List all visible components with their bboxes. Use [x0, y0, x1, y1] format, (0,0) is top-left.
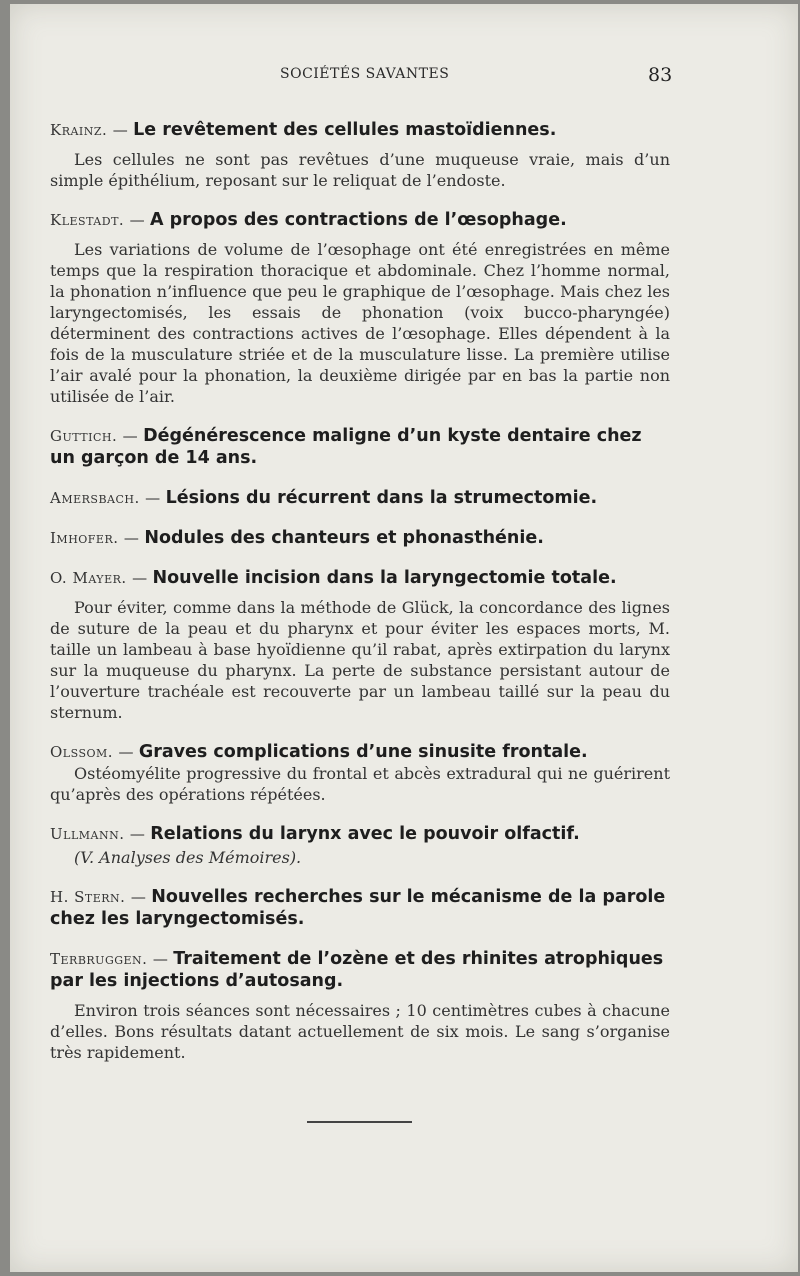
entry-body: Les variations de volume de l’œsophage ont été enregistrées en même temps que la respiration thoracique et abdominale. Chez l’homme normal, la phonation n’influence que peu le graphique de l’œsophage. Mais chez les laryngectomisés, les essais de phonation (voix bucco-pharyngée) déterminent des contractions actives de l’œsophage. Elles dépendent à la fois de la musculature striée et de la musculature lisse. La première utilise l’air avalé pour la phonation, la deuxième dirigée par en bas la partie non utilisée de l’air.	[50, 240, 670, 406]
entry-heading	[50, 425, 670, 469]
entry-author: Klestadt.	[50, 211, 125, 229]
entry-author: Krainz.	[50, 121, 108, 139]
entry-heading	[50, 119, 670, 141]
entry-dash: —	[145, 489, 161, 507]
running-title: SOCIÉTÉS SAVANTES	[280, 66, 450, 82]
entry-heading	[50, 886, 670, 930]
entry-author: O. Mayer.	[50, 569, 127, 587]
entry-title: Dégénérescence maligne d’un kyste dentaire chez un garçon de 14 ans.	[50, 426, 642, 468]
entry-body: Environ trois séances sont nécessaires ; 10 centimètres cubes à chacune d’elles. Bons résultats datant actuellement de six mois. Le sang s’organise très rapidement.	[50, 1001, 670, 1062]
entry-mayer	[50, 567, 670, 723]
entry-author: Ullmann.	[50, 825, 125, 843]
entry-imhofer	[50, 527, 670, 549]
entry-dash: —	[122, 427, 138, 445]
entry-heading	[50, 741, 670, 763]
end-rule	[307, 1121, 412, 1123]
entry-author: Imhofer.	[50, 529, 119, 547]
entry-klestadt	[50, 209, 670, 407]
entry-heading	[50, 487, 670, 509]
entry-heading	[50, 948, 670, 992]
entry-krainz	[50, 119, 670, 191]
page-number: 83	[648, 64, 673, 86]
entry-title: Relations du larynx avec le pouvoir olfactif.	[150, 824, 580, 844]
entry-author: Guttich.	[50, 427, 118, 445]
entry-dash: —	[132, 569, 148, 587]
entry-title: Nouvelle incision dans la laryngectomie totale.	[152, 568, 617, 588]
entry-olssom	[50, 741, 670, 805]
entry-author: H. Stern.	[50, 888, 126, 906]
page-header	[10, 66, 798, 90]
entry-title: A propos des contractions de l’œsophage.	[150, 210, 567, 230]
entry-dash: —	[118, 743, 134, 761]
entry-heading	[50, 209, 670, 231]
entry-dash: —	[129, 825, 145, 843]
entry-author: Olssom.	[50, 743, 114, 761]
entry-stern	[50, 886, 670, 930]
entry-author: Amersbach.	[50, 489, 140, 507]
entry-dash: —	[112, 121, 128, 139]
entry-body: Ostéomyélite progressive du frontal et abcès extradural qui ne guérirent qu’après des opérations répétées.	[50, 764, 670, 804]
entry-title: Nodules des chanteurs et phonasthénie.	[144, 528, 544, 548]
entry-title: Graves complications d’une sinusite frontale.	[138, 742, 588, 762]
entry-ullmann	[50, 823, 670, 868]
entry-body: Pour éviter, comme dans la méthode de Glück, la concordance des lignes de suture de la peau et du pharynx et pour éviter les espaces morts, M. taille un lambeau à base hyoïdienne qu’il rabat, après extirpation du larynx sur la muqueuse du pharynx. La perte de substance persistant autour de l’ouverture trachéale est recouverte par un lambeau taillé sur la peau du sternum.	[50, 598, 670, 722]
entry-dash: —	[129, 211, 145, 229]
entry-author: Terbruggen.	[50, 950, 148, 968]
entry-heading	[50, 567, 670, 589]
entry-body: Les cellules ne sont pas revêtues d’une muqueuse vraie, mais d’un simple épithélium, reposant sur le reliquat de l’endoste.	[50, 150, 670, 190]
entry-dash: —	[123, 529, 139, 547]
entry-title: Le revêtement des cellules mastoïdiennes.	[133, 120, 557, 140]
entry-dash: —	[152, 950, 168, 968]
entry-guttich	[50, 425, 670, 469]
entry-reference: (V. Analyses des Mémoires).	[74, 848, 302, 867]
entry-title: Traitement de l’ozène et des rhinites atrophiques par les injections d’autosang.	[50, 949, 664, 991]
entry-heading	[50, 527, 670, 549]
entry-title: Nouvelles recherches sur le mécanisme de la parole chez les laryngectomisés.	[50, 887, 666, 929]
entry-terbruggen	[50, 948, 670, 1063]
entry-heading	[50, 823, 670, 845]
document-page	[10, 4, 798, 1272]
entry-title: Lésions du récurrent dans la strumectomie.	[165, 488, 598, 508]
article-list	[50, 119, 670, 1081]
entry-amersbach	[50, 487, 670, 509]
entry-dash: —	[130, 888, 146, 906]
